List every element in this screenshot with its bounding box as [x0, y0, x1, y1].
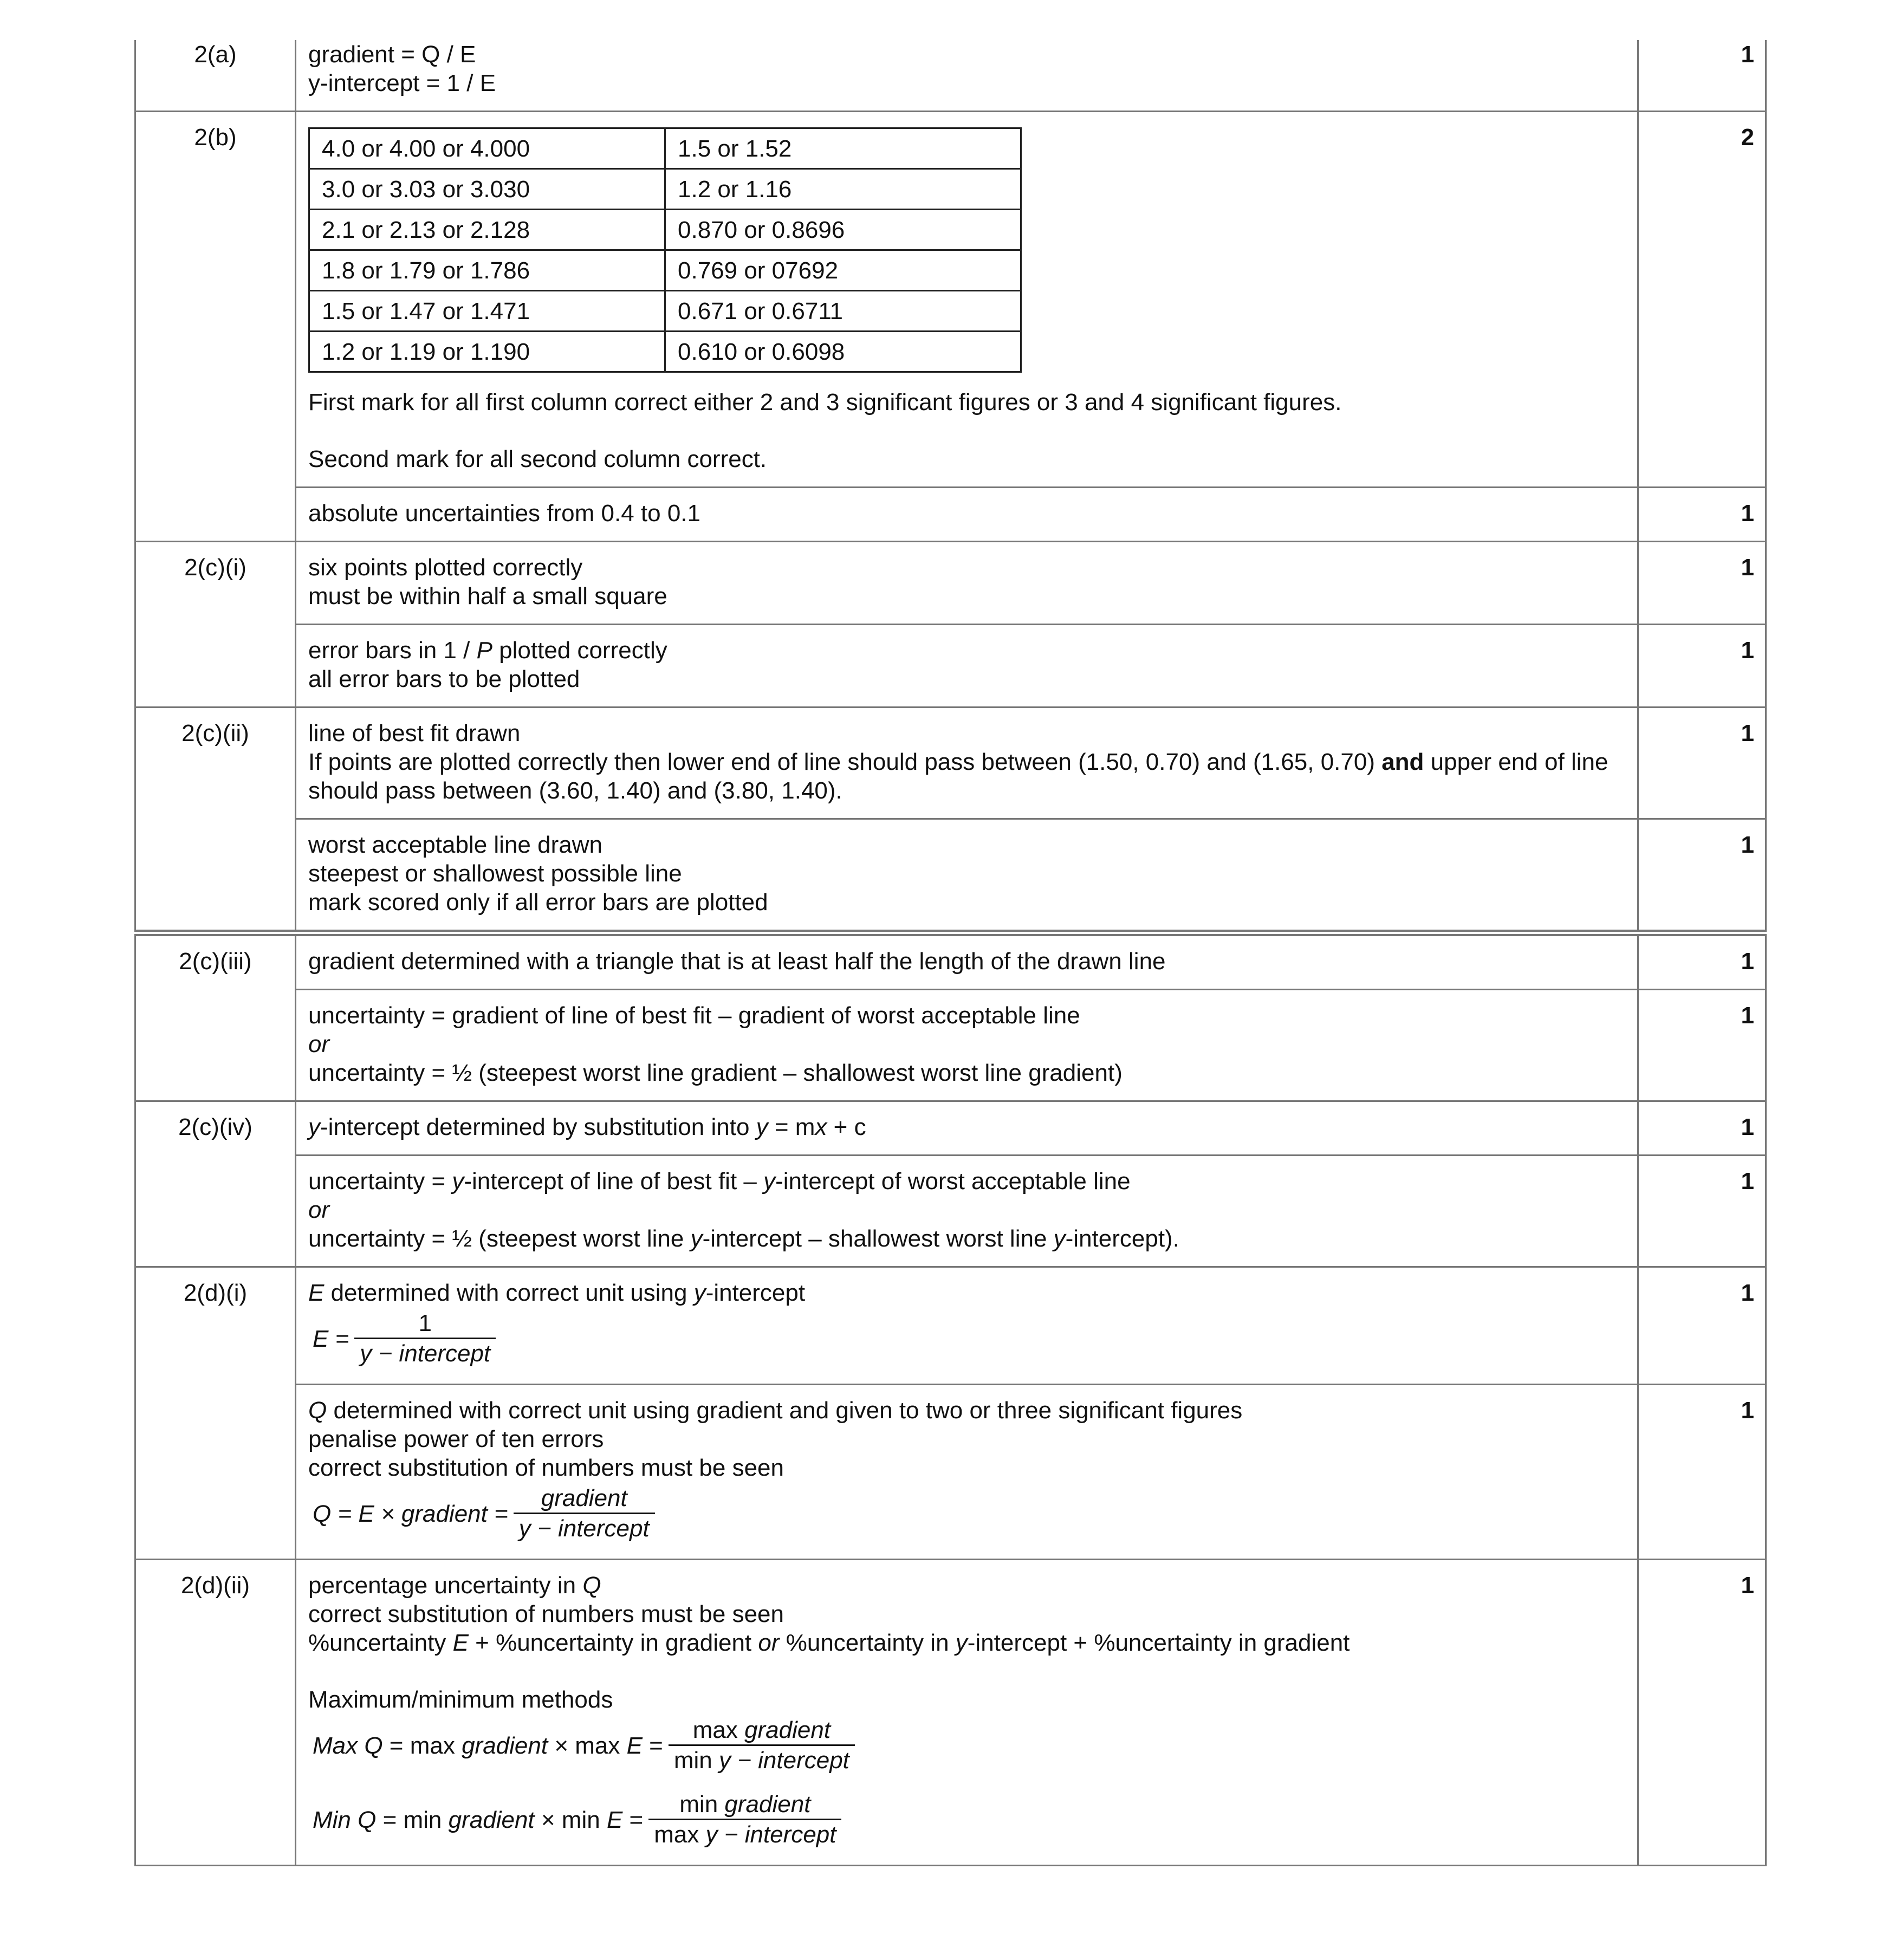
answer-line: percentage uncertainty in Q	[308, 1572, 601, 1599]
equation-max-q: Max Q = max gradient × max E = $\frac{\text{max gradient}}{\text{min y − intercept}}$	[313, 1716, 1624, 1775]
answer-cell	[296, 990, 1638, 1101]
table-cell: 0.870 or 0.8696	[665, 210, 1021, 250]
marks-cell: 1	[1638, 708, 1766, 819]
answer-line: uncertainty = gradient of line of best fit – gradient of worst acceptable line	[308, 1002, 1080, 1029]
answer-line: must be within half a small square	[308, 583, 667, 609]
answer-cell	[296, 112, 1638, 488]
table-cell: 1.2 or 1.16	[665, 169, 1021, 210]
answer-line: steepest or shallowest possible line	[308, 860, 682, 887]
question-number: 2(c)(i)	[135, 542, 296, 708]
answer-line: y-intercept = 1 / E	[308, 70, 496, 96]
row-2ci-errorbars	[135, 625, 1766, 708]
row-2b-uncertainty	[135, 488, 1766, 542]
row-2ci	[135, 542, 1766, 625]
row-2di-q	[135, 1385, 1766, 1560]
equation-e: E = $\frac{1}{\text{y − intercept}}$	[313, 1309, 1624, 1368]
marks-cell: 1	[1638, 1385, 1766, 1560]
answer-line: Maximum/minimum methods	[308, 1686, 613, 1713]
answer-line: error bars in 1 / P plotted correctly	[308, 637, 667, 664]
question-number: 2(d)(ii)	[135, 1560, 296, 1866]
question-number: 2(b)	[135, 112, 296, 542]
marks-cell: 1	[1638, 990, 1766, 1101]
table-cell: 0.671 or 0.6711	[665, 291, 1021, 332]
table-cell: 0.610 or 0.6098	[665, 332, 1021, 372]
values-table	[308, 127, 1022, 373]
answer-line: mark scored only if all error bars are plotted	[308, 889, 768, 916]
table-cell: 4.0 or 4.00 or 4.000	[309, 128, 665, 169]
row-2dii	[135, 1560, 1766, 1866]
equation-q: Q = E × gradient = $\frac{\text{gradient}}{\text{y − intercept}}$	[313, 1484, 1624, 1543]
answer-line: or	[308, 1197, 330, 1223]
marks-cell: 1	[1638, 40, 1766, 112]
table-cell: 2.1 or 2.13 or 2.128	[309, 210, 665, 250]
row-2a	[135, 40, 1766, 112]
table-row	[309, 169, 1021, 210]
answer-line: E determined with correct unit using y-intercept	[308, 1280, 806, 1306]
answer-line: %uncertainty E + %uncertainty in gradient or %uncertainty in y-intercept + %uncertainty in gradient	[308, 1630, 1350, 1656]
row-2civ	[135, 1101, 1766, 1156]
marks-cell: 1	[1638, 1101, 1766, 1156]
answer-cell	[296, 488, 1638, 542]
row-2cii	[135, 708, 1766, 819]
answer-line: Q determined with correct unit using gradient and given to two or three significant figures	[308, 1397, 1243, 1424]
answer-line: six points plotted correctly	[308, 554, 583, 581]
table-cell: 1.5 or 1.47 or 1.471	[309, 291, 665, 332]
table-cell: 1.5 or 1.52	[665, 128, 1021, 169]
question-number: 2(d)(i)	[135, 1267, 296, 1560]
answer-cell	[296, 1267, 1638, 1385]
answer-line: line of best fit drawn	[308, 720, 521, 747]
marks-cell: 1	[1638, 1156, 1766, 1267]
row-2civ-uncertainty	[135, 1156, 1766, 1267]
answer-line: gradient = Q / E	[308, 41, 476, 68]
table-cell: 0.769 or 07692	[665, 250, 1021, 291]
marks-cell: 1	[1638, 488, 1766, 542]
table-cell: 1.2 or 1.19 or 1.190	[309, 332, 665, 372]
row-2b	[135, 112, 1766, 488]
marks-cell: 1	[1638, 625, 1766, 708]
row-2di	[135, 1267, 1766, 1385]
answer-cell	[296, 1560, 1638, 1866]
answer-cell	[296, 819, 1638, 933]
answer-cell	[296, 40, 1638, 112]
answer-line: penalise power of ten errors	[308, 1426, 604, 1452]
answer-line: correct substitution of numbers must be seen	[308, 1601, 784, 1627]
answer-line: gradient determined with a triangle that is at least half the length of the drawn line	[308, 948, 1166, 975]
table-cell: 3.0 or 3.03 or 3.030	[309, 169, 665, 210]
answer-line: Second mark for all second column correct.	[308, 446, 767, 472]
answer-cell	[296, 933, 1638, 990]
mark-scheme-table	[134, 40, 1767, 1866]
answer-cell	[296, 1101, 1638, 1156]
answer-cell	[296, 542, 1638, 625]
marks-cell: 1	[1638, 819, 1766, 933]
answer-line: correct substitution of numbers must be seen	[308, 1455, 784, 1481]
marks-cell: 1	[1638, 1560, 1766, 1866]
answer-line: First mark for all first column correct either 2 and 3 significant figures or 3 and 4 significant figures.	[308, 389, 1342, 416]
table-row	[309, 250, 1021, 291]
row-2ciii	[135, 933, 1766, 990]
marks-cell: 1	[1638, 542, 1766, 625]
marks-cell: 2	[1638, 112, 1766, 488]
answer-line: uncertainty = y-intercept of line of best fit – y-intercept of worst acceptable line	[308, 1168, 1131, 1195]
question-number: 2(c)(ii)	[135, 708, 296, 933]
answer-line: uncertainty = ½ (steepest worst line y-intercept – shallowest worst line y-intercept).	[308, 1225, 1179, 1252]
row-2cii-worst-line	[135, 819, 1766, 933]
answer-line: If points are plotted correctly then lower end of line should pass between (1.50, 0.70) and (1.65, 0.70) and upper end of line should pass between (3.60, 1.40) and (3.80, 1.40).	[308, 749, 1608, 804]
answer-line: worst acceptable line drawn	[308, 832, 602, 858]
marks-cell: 1	[1638, 1267, 1766, 1385]
answer-cell	[296, 1156, 1638, 1267]
question-number: 2(c)(iv)	[135, 1101, 296, 1267]
marks-cell: 1	[1638, 933, 1766, 990]
answer-cell	[296, 625, 1638, 708]
question-number: 2(a)	[135, 40, 296, 112]
question-number: 2(c)(iii)	[135, 933, 296, 1101]
answer-cell	[296, 1385, 1638, 1560]
equation-min-q: Min Q = min gradient × min E = $\frac{\text{min gradient}}{\text{max y − intercept}}$	[313, 1790, 1624, 1849]
answer-line: or	[308, 1031, 330, 1057]
answer-line: uncertainty = ½ (steepest worst line gradient – shallowest worst line gradient)	[308, 1060, 1123, 1086]
row-2ciii-uncertainty	[135, 990, 1766, 1101]
table-cell: 1.8 or 1.79 or 1.786	[309, 250, 665, 291]
answer-line: absolute uncertainties from 0.4 to 0.1	[308, 500, 700, 527]
table-row	[309, 291, 1021, 332]
answer-line: all error bars to be plotted	[308, 666, 580, 692]
table-row	[309, 332, 1021, 372]
table-row	[309, 210, 1021, 250]
answer-line: y-intercept determined by substitution into y = mx + c	[308, 1114, 866, 1140]
answer-cell	[296, 708, 1638, 819]
table-row	[309, 128, 1021, 169]
